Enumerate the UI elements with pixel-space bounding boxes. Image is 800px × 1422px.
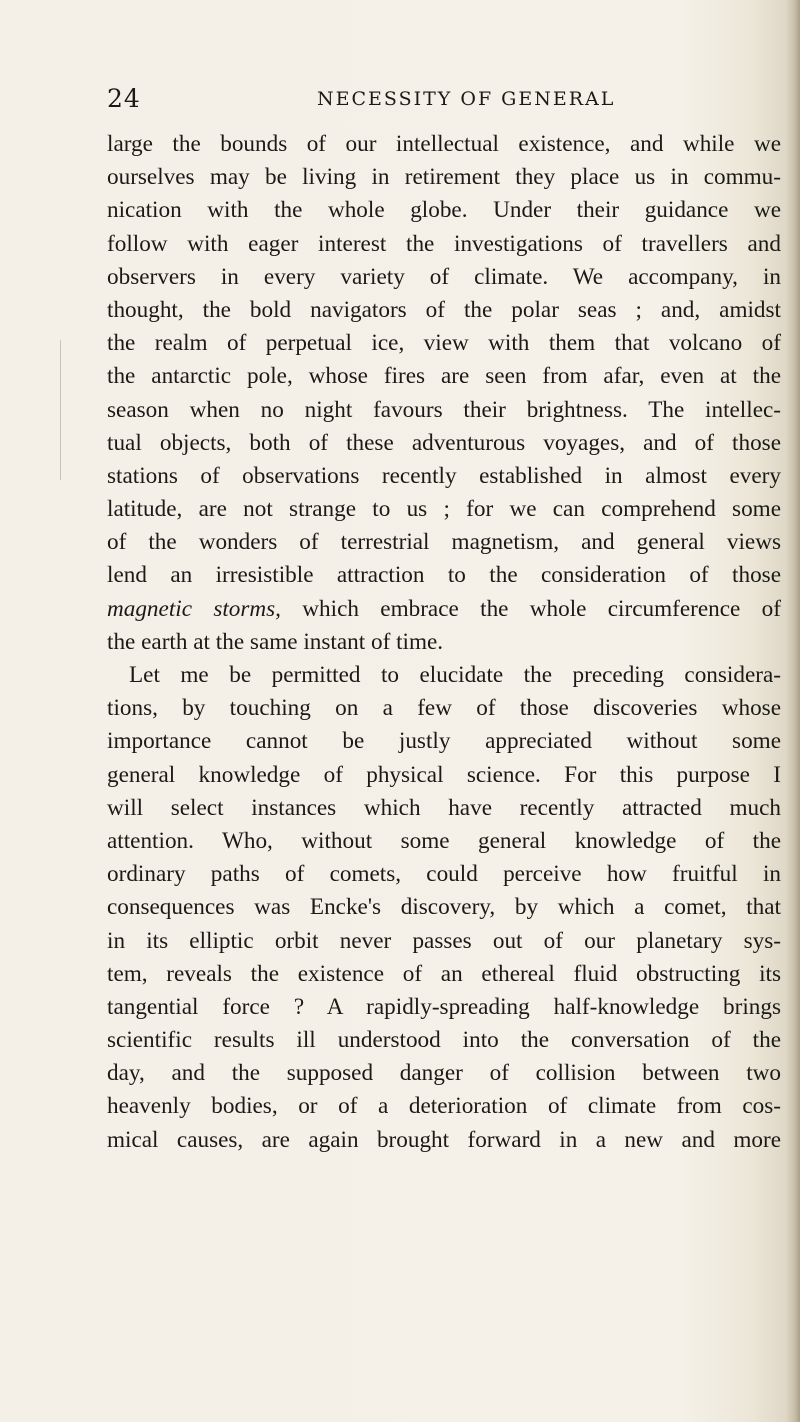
text-line: large the bounds of our intellectual existence, and while we	[107, 131, 781, 157]
text-line: ordinary paths of comets, could perceive how fruitful in	[107, 861, 781, 888]
text-line: the antarctic pole, whose fires are seen from afar, even at the	[107, 363, 781, 390]
text-line: tem, reveals the existence of an ethereal fluid obstructing its	[107, 960, 781, 987]
text-line: thought, the bold navigators of the polar seas ; and, amidst	[107, 296, 781, 323]
page-header	[107, 84, 777, 124]
text-line: tual objects, both of these adventurous voyages, and of those	[107, 429, 781, 456]
running-head: NECESSITY OF GENERAL	[317, 88, 616, 110]
text-line: in its elliptic orbit never passes out of our planetary sys-	[107, 927, 781, 954]
text-line: tions, by touching on a few of those discoveries whose	[107, 695, 781, 722]
text-line: general knowledge of physical science. For this purpose I	[107, 761, 781, 788]
text-line: attention. Who, without some general knowledge of the	[107, 827, 781, 854]
text-line: ourselves may be living in retirement they place us in commu-	[107, 164, 781, 191]
page-number: 24	[107, 84, 141, 113]
text-line: consequences was Encke's discovery, by which a comet, that	[107, 894, 781, 921]
text-line: scientific results ill understood into the conversation of the	[107, 1027, 781, 1054]
text-line: stations of observations recently established in almost every	[107, 462, 781, 489]
body-text	[107, 128, 781, 1157]
margin-pencil-mark	[60, 340, 63, 480]
text-line: heavenly bodies, or of a deterioration of climate from cos-	[107, 1093, 781, 1120]
text-line: will select instances which have recently attracted much	[107, 794, 781, 821]
text-line: lend an irresistible attraction to the consideration of those	[107, 562, 781, 589]
text-line: mical causes, are again brought forward in a new and more	[107, 1126, 781, 1153]
text-line: season when no night favours their brightness. The intellec-	[107, 396, 781, 423]
page-edge-shadow	[786, 0, 800, 1422]
text-line: Let me be permitted to elucidate the preceding considera-	[129, 662, 781, 688]
text-line: the realm of perpetual ice, view with them that volcano of	[107, 330, 781, 357]
text-line: latitude, are not strange to us ; for we can comprehend some	[107, 496, 781, 523]
italic-phrase: magnetic storms,	[107, 595, 281, 622]
text-line: of the wonders of terrestrial magnetism, and general views	[107, 529, 781, 556]
text-line: importance cannot be justly appreciated without some	[107, 728, 781, 755]
text-line-italic-phrase	[107, 593, 781, 626]
text-line-rest: which embrace the whole circumference of	[280, 595, 781, 622]
text-line: follow with eager interest the investigations of travellers and	[107, 230, 781, 257]
text-line: tangential force ? A rapidly-spreading half-knowledge brings	[107, 993, 781, 1020]
text-line: observers in every variety of climate. We accompany, in	[107, 263, 781, 290]
text-line: nication with the whole globe. Under their guidance we	[107, 197, 781, 224]
paragraph-end-line: the earth at the same instant of time.	[107, 628, 444, 655]
text-line: day, and the supposed danger of collision between two	[107, 1060, 781, 1087]
